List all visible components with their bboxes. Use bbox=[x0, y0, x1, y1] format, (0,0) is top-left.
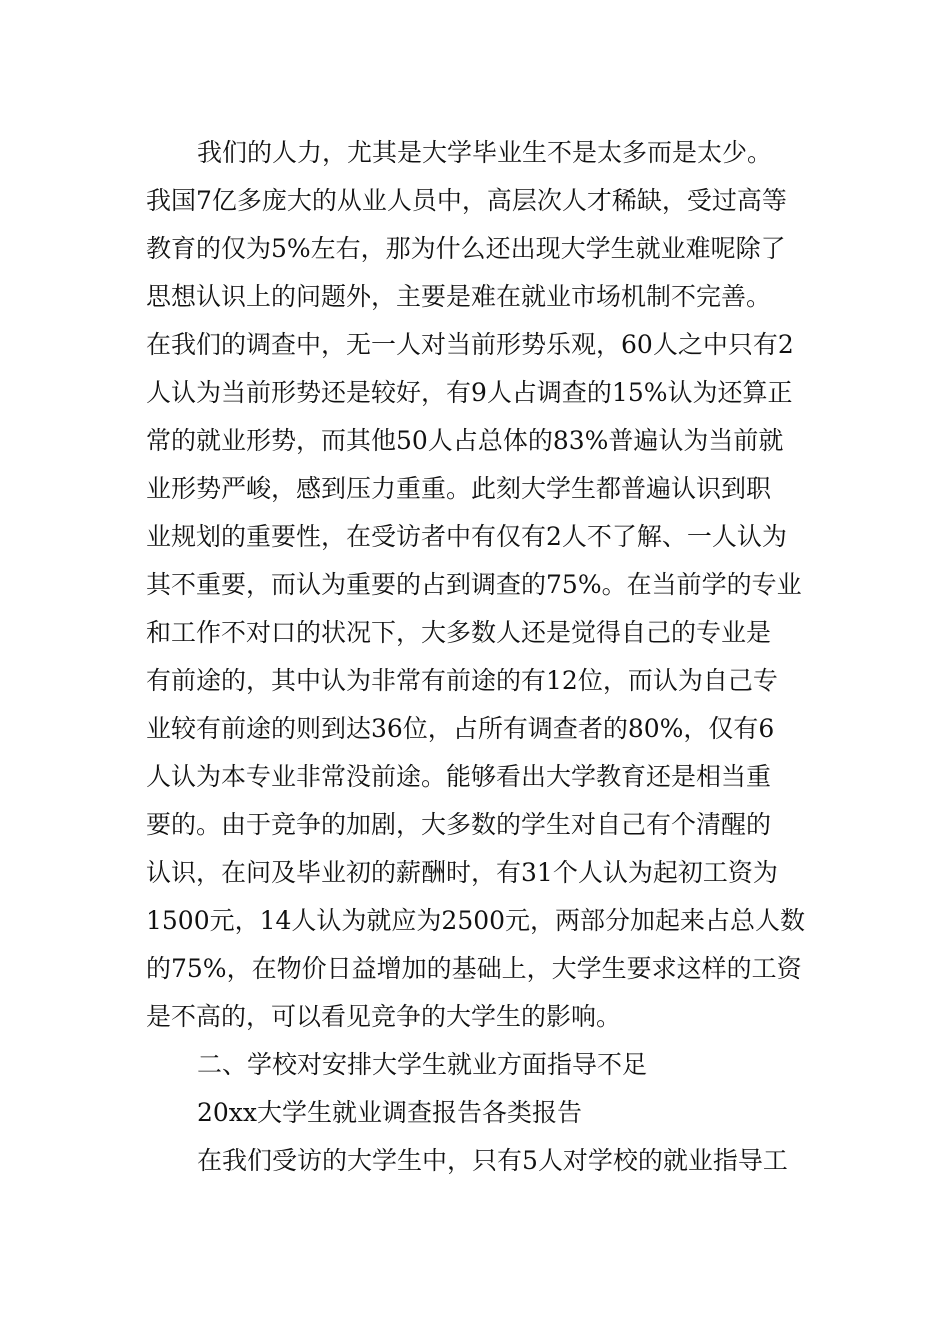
paragraph-line: 要的。由于竞争的加剧，大多数的学生对自己有个清醒的 bbox=[146, 810, 772, 839]
paragraph-line: 我们的人力，尤其是大学毕业生不是太多而是太少。 bbox=[197, 138, 773, 167]
paragraph-line: 在我们受访的大学生中，只有5人对学校的就业指导工 bbox=[197, 1146, 788, 1175]
paragraph-line: 业较有前途的则到达36位，占所有调查者的80%，仅有6 bbox=[146, 714, 775, 743]
document-body bbox=[146, 128, 816, 1228]
paragraph-line: 人认为本专业非常没前途。能够看出大学教育还是相当重 bbox=[146, 762, 772, 791]
paragraph-line: 我国7亿多庞大的从业人员中，高层次人才稀缺，受过高等 bbox=[146, 186, 787, 215]
paragraph-line: 是不高的，可以看见竞争的大学生的影响。 bbox=[146, 1002, 622, 1031]
section-heading: 二、学校对安排大学生就业方面指导不足 bbox=[197, 1050, 648, 1079]
paragraph-line: 业规划的重要性，在受访者中有仅有2人不了解、一人认为 bbox=[146, 522, 787, 551]
paragraph-line: 人认为当前形势还是较好，有9人占调查的15%认为还算正 bbox=[146, 378, 793, 407]
paragraph-line: 常的就业形势，而其他50人占总体的83%普遍认为当前就 bbox=[146, 426, 784, 455]
paragraph-line: 的75%，在物价日益增加的基础上，大学生要求这样的工资 bbox=[146, 954, 802, 983]
paragraph-line: 业形势严峻，感到压力重重。此刻大学生都普遍认识到职 bbox=[146, 474, 772, 503]
paragraph-line: 1500元，14人认为就应为2500元，两部分加起来占总人数 bbox=[146, 906, 806, 935]
paragraph-line: 思想认识上的问题外，主要是难在就业市场机制不完善。 bbox=[146, 282, 772, 311]
paragraph-line: 有前途的，其中认为非常有前途的有12位，而认为自己专 bbox=[146, 666, 778, 695]
report-title-line: 20xx大学生就业调查报告各类报告 bbox=[197, 1098, 583, 1127]
paragraph-line: 和工作不对口的状况下，大多数人还是觉得自己的专业是 bbox=[146, 618, 772, 647]
paragraph-line: 在我们的调查中，无一人对当前形势乐观，60人之中只有2 bbox=[146, 330, 794, 359]
paragraph-line: 其不重要，而认为重要的占到调查的75%。在当前学的专业 bbox=[146, 570, 802, 599]
paragraph-line: 教育的仅为5%左右，那为什么还出现大学生就业难呢除了 bbox=[146, 234, 786, 263]
paragraph-line: 认识，在问及毕业初的薪酬时，有31个人认为起初工资为 bbox=[146, 858, 778, 887]
